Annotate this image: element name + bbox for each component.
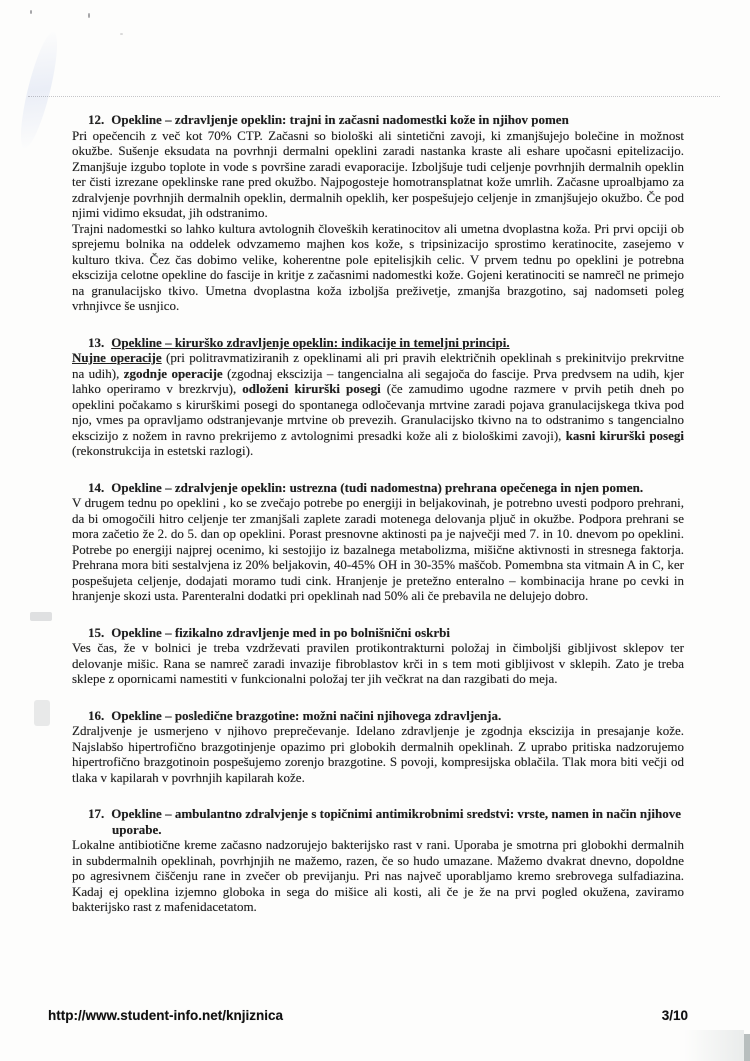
text-run: Ves čas, že v bolnici je treba vzdrževati pravilen protikontrakturni položaj in čimboljši gibljivost sklepov ter delovanje mišic. Rana se namreč zaradi invazije fibroblastov krči in s tem moti gibljivost v sklepih. Zato je treba sklepe z opornicami namestiti v funkcionalni položaj ter jih večkrat na dan razgibati do meja. (72, 640, 684, 686)
text-run: Pri opečencih z več kot 70% CTP. Začasni so biološki ali sintetični zavoji, ki zmanjšujejo bolečine in možnost okužbe. Sušenje eksudata na povrhnji dermalni opeklini zaradi nastanka kraste ali eshare upočasni epitelizacijo. Zmanjšuje izgubo toplote in vode s površine zaradi evaporacije. Izboljšuje tudi celjenje povrhnjih dermalnih opeklin ter čisti izrezane opeklinske rane pred okužbo. Najpogosteje homotransplatnat kože umrlih. Začasne uproalbjamo za zdralvjenje povrhnjih dermalnih opeklin, dermalnih opeklih, ker pospešujejo celjenje in zmanjšujejo okužbo. Če pod njimi vidimo eksudat, jih odstranimo. (72, 127, 684, 220)
section-paragraph (72, 495, 684, 604)
text-run: V drugem tednu po opeklini , ko se zvečajo potrebe po energiji in beljakovinah, je potrebno uvesti podporo prehrani, da bi omogočili hitro celjenje ter zmanjšali zaplete zaradi motenega delovanja pljuč in okužbe. Podpora prehrani se mora začetio že 2. do 5. dan op opeklini. Porast presnovne aktinosti pa je največji med 7. in 10. dnevom po opeklini. Potrebe po energiji najprej ocenimo, ki sestojijo iz bazalnega metabolizma, mišične aktivnosti in stresnega faktorja. Prehrana mora biti sestalvjena iz 20% beljakovin, 40-45% OH in 30-35% maščob. Pomembna sta vitmain A in C, ker pospešujeta celjenje, dodajati moramo tudi cink. Hranjenje je pretežno enteralno – kombinacija hrane po cevki in hranjenje skozi usta. Parenteralni dodatki pri opeklinah nad 50% ali če prebavila ne delujejo dobro. (72, 495, 684, 603)
section-15 (72, 625, 684, 687)
text-run: odloženi kirurški posegi (242, 381, 381, 396)
section-heading (88, 112, 684, 128)
section-paragraph (72, 837, 684, 915)
section-13 (72, 335, 684, 459)
section-number: 17. (88, 806, 105, 821)
section-number: 12. (88, 112, 105, 127)
text-run: Opekline – kirurško zdravljenje opeklin: indikacije in temeljni principi. (111, 334, 510, 350)
text-run: Opekline – zdravljenje opeklin: trajni in začasni nadomestki kože in njihov pomen (111, 112, 569, 127)
text-run: Opekline – fizikalno zdravljenje med in po bolnišnični oskrbi (111, 624, 451, 640)
text-run: Opekline – zdralvjenje opeklin: ustrezna (tudi nadomestna) prehrana opečenega in njen pomen. (111, 479, 644, 495)
section-number: 14. (88, 479, 105, 495)
section-16 (72, 708, 684, 786)
text-run: Trajni nadomestki so lahko kultura avtolognih človeških keratinocitov ali umetna dvoplastna koža. Pri prvi opciji ob sprejemu bolnika na oddelek odvzamemo majhen kos kože, s tripsinizacijo sprostimo keratinocite, zasejemo v kulturo tkiva. Čez čas dobimo velike, koherentne pole epitelisjkih celic. V prvem tednu po opeklini je potrebna ekscizija celotne opekline do fascije in kritje z začasnimi nadomestki kože. Gojeni keratinociti se namrečl ne primejo na granulacijsko tkivo. Umetna dvoplastna koža izboljša preživetje, zmanjša brazgotino, saj nadomseti poleg vrhnjivce še usnjico. (72, 220, 684, 313)
section-paragraph (72, 350, 684, 459)
scan-artifact-speck (88, 13, 90, 18)
scan-artifact-smudge (30, 612, 52, 621)
scan-artifact-edge-shade (684, 1030, 744, 1061)
section-paragraph (72, 723, 684, 785)
scan-artifact-speck (120, 33, 123, 35)
section-heading (88, 479, 684, 496)
section-paragraph (72, 640, 684, 687)
section-number: 16. (88, 707, 105, 723)
footer-page-number: 3/10 (661, 1008, 688, 1023)
section-17 (72, 806, 684, 915)
scan-artifact-speck (30, 10, 32, 14)
text-run: Opekline – posledične brazgotine: možni načini njihovega zdravljenja. (111, 707, 502, 723)
section-heading (88, 707, 684, 724)
scan-artifact-smudge (34, 700, 50, 726)
text-run: Zdraljvenje je usmerjeno v njihovo preprečevanje. Idelano zdravljenje je zgodnja ekscizija in presajanje kože. Najslabšo hipertrofično brazgotinjenje opazimo pri globokih dermalnih opeklinah. Z uprabo pritiska nadzorujemo hipertrofično brazgotinoin pospešujemo zorenjo brazgotine. S povoji, kompresijska oblačila. Tlak mora biti večji od tlaka v kapilarah v povrhnjih kapilarah kože. (72, 723, 684, 785)
text-run: (pri politravmatiziranih z opeklinami ali pri pravih električnih opeklinah s prekinitvijo prekrvitne na udih), (72, 350, 684, 381)
text-run: Opekline – ambulantno zdralvjenje s topičnimi antimikrobnimi sredstvi: vrste, namen in način njihove uporabe. (111, 806, 682, 837)
scan-artifact-blue-streak (14, 29, 64, 151)
text-run: (rekonstrukcija in estetski razlogi). (72, 443, 254, 458)
text-run: Lokalne antibiotične kreme začasno nadzorujejo bakterijsko rast v rani. Uporaba je smotrna pri globokhi dermalnih in subdermalnih opeklinah, povrhjnjih ne mažemo, razen, če so hudo umazane. Mažemo dvakrat dnevno, dopoldne po agresivnem čiščenju rane in zvečer ob previjanju. Pri nas največ uporabljamo kremo srebrovega sulfadiazina. Kadaj ej opeklina izjemno globoka in sega do mišice ali kosti, ali če je že na prvi pogled okužena, zaviramo bakterijsko rast z mafenidacetatom. (72, 837, 684, 914)
section-heading (88, 334, 684, 351)
scan-artifact-dotted-line (28, 96, 720, 97)
section-paragraph (72, 128, 684, 221)
section-heading (88, 806, 684, 837)
section-12 (72, 112, 684, 314)
section-paragraph (72, 221, 684, 314)
text-run: zgodnje operacije (123, 365, 223, 381)
text-run: Nujne operacije (72, 350, 162, 365)
section-number: 15. (88, 624, 105, 640)
section-number: 13. (88, 334, 105, 350)
page-footer (48, 1008, 688, 1023)
text-run: kasni kirurški posegi (565, 427, 684, 443)
scan-artifact-edge-sliver (744, 1034, 750, 1061)
text-run: (če zamudimo ugodne razmere v prvih petih dneh po opeklini počakamo s kirurškimi posegi do spontanega odločevanja mrtvine zaradi pojava granulacijskega tkiva pod njo, vmes pa opravljamo odstranjevanje mrtvine ob prevezih. Granulacijsko tkivno na to odstranimo s tangencialno ekscizijo z nožem in ravno prekrijemo z avtolognimi presadki kože ali z biološkimi zavoji), (72, 381, 684, 443)
document-body (72, 112, 684, 915)
section-heading (88, 624, 684, 641)
footer-url: http://www.student-info.net/knjiznica (48, 1008, 283, 1023)
text-run: (zgodnaj ekscizija – tangencialna ali segajoča do fascije. Prva predvsem na udih, kjer lahko operiramo v brezkrvju), (72, 365, 684, 396)
section-14 (72, 480, 684, 604)
